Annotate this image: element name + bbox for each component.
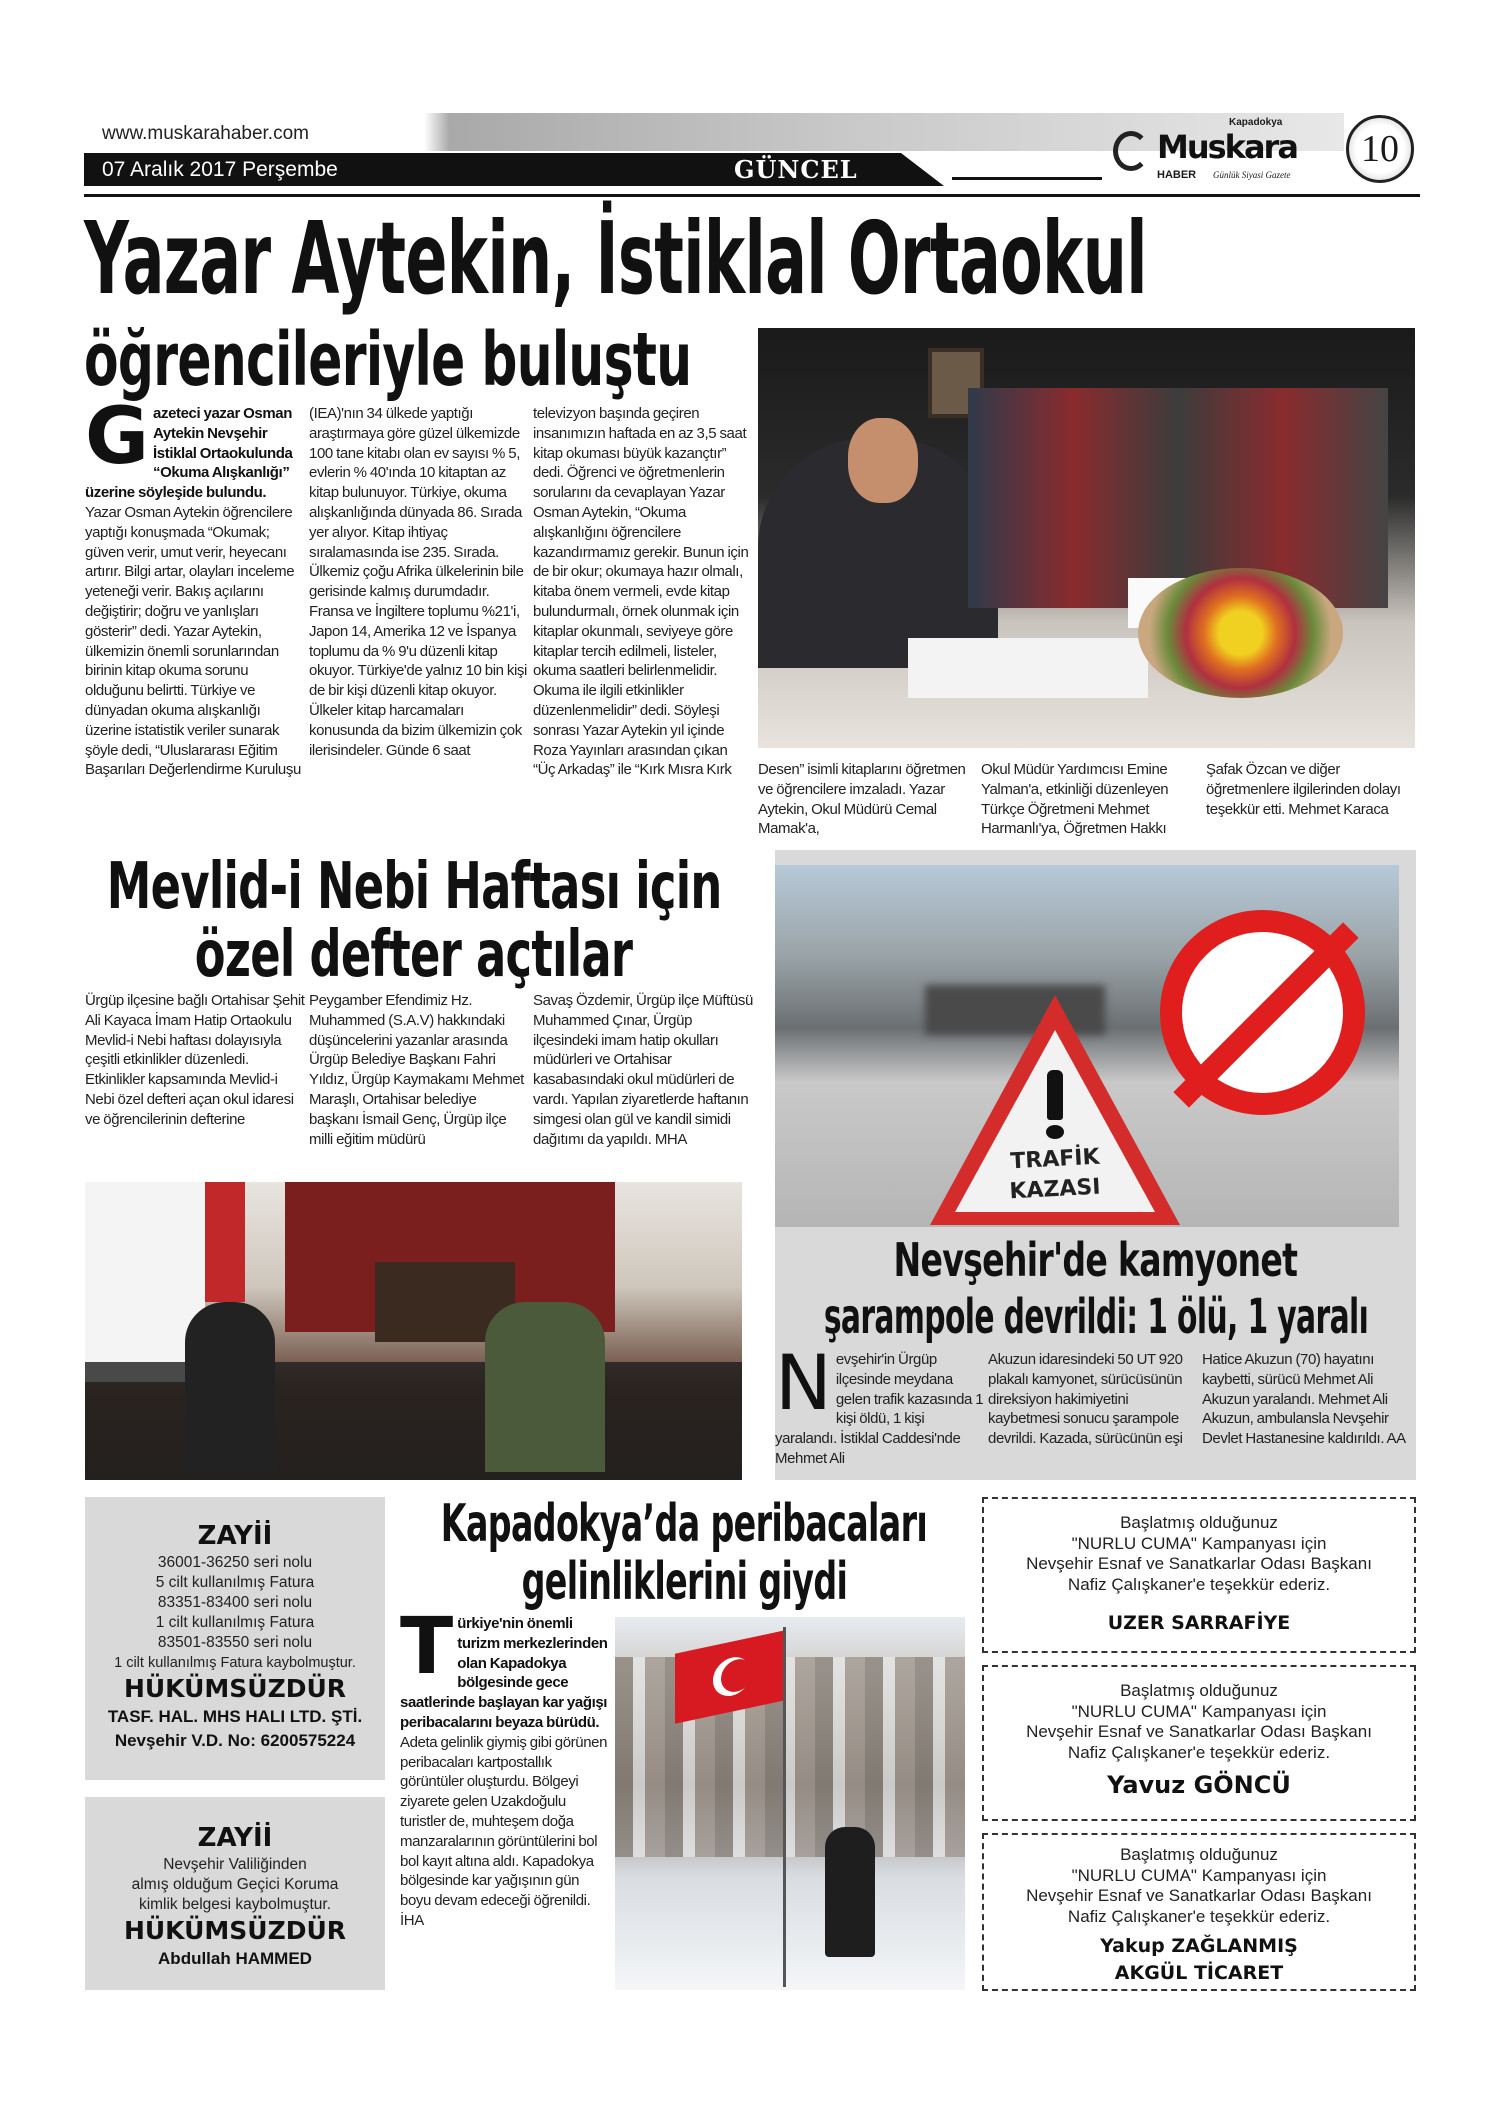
article-lead: ürkiye'nin önemli turizm merkezlerinden olan Kapadokya bölgesinde gece saatlerinde başlayan kar yağışı peribacalarını beyaza bürüdü.	[400, 1615, 608, 1731]
article-column: Akuzun idaresindeki 50 UT 920 plakalı kamyonet, sürücüsünün direksiyon hakimiyetini kaybetmesi sonucu şarampole devrildi. Kazada, sürücünün eşi	[988, 1351, 1183, 1448]
caption-column: Okul Müdür Yardımcısı Emine Yalman'a, etkinliği düzenleyen Türkçe Öğretmeni Mehmet Harmanlı'ya, Öğretmen Hakkı	[981, 761, 1169, 838]
logo: Kapadokya Muskara HABER Günlük Siyasi Gazete	[1109, 117, 1341, 187]
photo-traffic-accident	[775, 865, 1399, 1227]
article-column: Türkiye'nin önemli turizm merkezlerinden olan Kapadokya bölgesinde gece saatlerinde başlayan kar yağışı peribacalarını beyaza bürüdü. Adeta gelinlik giymiş gibi görünen peribacaları kartpostallık görüntüler oluşturdu. Bölgeyi ziyarete gelen Uzakdoğulu turistler de, muhteşem doğa manzaralarının görüntülerini bol bol kayıt altına aldı. Kapadokya bölgesinde kar yağışının gün boyu devam edeceği öğrenildi. İHA	[400, 1602, 608, 1929]
drop-cap: G	[85, 392, 150, 482]
thank-you-ad: Başlatmış olduğunuz "NURLU CUMA" Kampanyası için Nevşehir Esnaf ve Sanatkarlar Odası Başkanı Nafiz Çalışkaner'e teşekkür ederiz. Yakup ZAĞLANMIŞ AKGÜL TİCARET	[982, 1833, 1416, 1991]
headline-line2: şarampole devrildi: 1 ölü, 1 yaralı	[823, 1289, 1368, 1345]
headline-line2: öğrencileriyle buluştu	[84, 317, 692, 403]
article-mevlid-i-nebi	[0, 850, 760, 1490]
article-column: Peygamber Efendimiz Hz. Muhammed (S.A.V) hakkındaki düşüncelerini yazanlar arasında Ürgüp Belediye Başkanı Fahri Yıldız, Ürgüp Kaymakamı Mehmet Maraşlı, Ortahisar belediye başkanı İsmail Genç, Ürgüp ilçe milli eğitim müdürü	[309, 992, 524, 1148]
article-lead: azeteci yazar Osman Aytekin Nevşehir İstiklal Ortaokulunda “Okuma Alışkanlığı” üzerine söyleşide bulundu.	[85, 405, 293, 502]
photo-school-visit	[85, 1182, 742, 1480]
sign-text: TRAFİK	[1009, 1144, 1101, 1175]
photo-snowy-fairy-chimneys	[615, 1617, 965, 1990]
article-yazar-aytekin	[0, 0, 1500, 850]
article-trafik-kazasi	[775, 850, 1416, 1480]
exclamation-icon	[1047, 1070, 1063, 1120]
article-column: Savaş Özdemir, Ürgüp ilçe Müftüsü Muhammed Çınar, Ürgüp ilçesindeki imam hatip okulları müdürleri ve Ortahisar kasabasındaki okul müdürleri de vardı. Yapılan ziyaretlerde haftanın simgesi olan gül ve kandil simidi dağıtımı da yapıldı. MHA	[533, 992, 753, 1148]
drop-cap: N	[775, 1338, 832, 1427]
headline: Yazar Aytekin, İstiklal Ortaokul	[84, 200, 1147, 317]
caption-column: Desen” isimli kitaplarını öğretmen ve öğrencilere imzaladı. Yazar Aytekin, Okul Müdürü Cemal Mamak'a,	[758, 761, 966, 838]
article-kapadokya	[398, 1494, 970, 1997]
section-label: GÜNCEL	[734, 155, 858, 184]
headline: Kapadokya’da peribacaları	[440, 1494, 928, 1554]
drop-cap: T	[400, 1602, 454, 1692]
article-column: Ürgüp ilçesine bağlı Ortahisar Şehit Ali Kayaca İmam Hatip Ortaokulu Mevlid-i Nebi haftası dolayısıyla çeşitli etkinlikler düzenledi. Etkinlikler kapsamında Mevlid-i Nebi özel defteri açan okul idaresi ve öğrencilerinin defterine	[85, 992, 305, 1128]
article-column: Hatice Akuzun (70) hayatını kaybetti, sürücü Mehmet Ali Akuzun yaralandı. Mehmet Ali Akuzun, ambulansla Nevşehir Devlet Hastanesine kaldırıldı. AA	[1202, 1351, 1406, 1448]
caption-column: Şafak Özcan ve diğer öğretmenlere ilgilerinden dolayı teşekkür etti. Mehmet Karaca	[1206, 761, 1401, 818]
article-column: Gazeteci yazar Osman Aytekin Nevşehir İstiklal Ortaokulunda “Okuma Alışkanlığı” üzerine söyleşide bulundu. Yazar Osman Aytekin öğrencilere yaptığı konuşmada “Okumak; güven verir, umut verir, heyecanı artırır. Bilgi artar, olayları inceleme yeteneği verir. Bakış açılarını değiştirir; doğru ve yanlışları gösterir” dedi. Yazar Aytekin, ülkemizin önemli sorunlarından birinin kitap okuma sorunu olduğunu belirtti. Türkiye ve dünyadan okuma alışkanlığı üzerine istatistik veriler sunarak şöyle dedi, “Uluslararası Eğitim Başarıları Değerlendirme Kuruluşu	[85, 392, 301, 779]
article-column: Nevşehir'in Ürgüp ilçesinde meydana gelen trafik kazasında 1 kişi öldü, 1 kişi yaralandı. İstiklal Caddesi'nde Mehmet Ali	[775, 1338, 984, 1467]
headline-line2: özel defter açtılar	[195, 918, 633, 992]
zayii-notice: ZAYİİ Nevşehir Valiliğinden almış olduğum Geçici Koruma kimlik belgesi kaybolmuştur. HÜKÜMSÜZDÜR Abdullah HAMMED	[85, 1797, 385, 1990]
article-column: (IEA)'nın 34 ülkede yaptığı araştırmaya göre güzel ülkemizde 100 tane kitabı olan ev sayısı % 5, evlerin % 40'ında 10 kitaptan az kitap bulunuyor. Türkiye, okuma alışkanlığında dünyada 86. Sırada yer alıyor. Kitap ihtiyaç sıralamasında ise 235. Sırada. Ülkemiz çoğu Afrika ülkelerinin bile gerisinde kalmış durumdadır. Fransa ve İngiltere toplumu %21'i, Japon 14, Amerika 12 ve İspanya toplumu da % 9'u düzenli kitap okuyor. Türkiye'de yalnız 10 bin kişi de bir kişi düzenli kitap okuyor. Ülkeler kitap harcamaları konusunda da bizim ülkemizin çok ilerisindeler. Günde 6 saat	[309, 405, 527, 759]
article-column: televizyon başında geçiren insanımızın haftada en az 3,5 saat kitap okuması büyük kazançtır” dedi. Öğrenci ve öğretmenlerin sorularını da cevaplayan Yazar Osman Aytekin, “Okuma alışkanlığını öğrencilere kazandırmamız gerekir. Bunun için de bir okur; okumaya hazır olmalı, kitaba önem vermeli, evde kitap bulundurmalı, örnek olunmak için kitaplar okunmalı, seviyeye göre kitaplar tercih edilmeli, listeler, okuma saatleri belirlenmelidir. Okuma ile ilgili etkinlikler düzenlenmelidir” dedi. Söyleşi sonrası Yazar Aytekin yıl içinde Roza Yayınları arasından çıkan “Üç Arkadaş” ile “Kırk Mısra Kırk	[533, 405, 749, 779]
page-number: 10	[1346, 115, 1414, 183]
headline: Nevşehir'de kamyonet	[893, 1233, 1298, 1287]
headline-line2: gelinliklerini giydi	[521, 1552, 847, 1612]
sign-text: KAZASI	[1008, 1174, 1102, 1205]
photo-author-signing-books	[758, 328, 1415, 748]
thank-you-ad: Başlatmış olduğunuz "NURLU CUMA" Kampanyası için Nevşehir Esnaf ve Sanatkarlar Odası Başkanı Nafiz Çalışkaner'e teşekkür ederiz. UZER SARRAFİYE	[982, 1497, 1416, 1653]
headline: Mevlid-i Nebi Haftası için	[106, 850, 722, 924]
zayii-notice: ZAYİİ 36001-36250 seri nolu 5 cilt kullanılmış Fatura 83351-83400 seri nolu 1 cilt kullanılmış Fatura 83501-83550 seri nolu 1 cilt kullanılmış Fatura kaybolmuştur. HÜKÜMSÜZDÜR TASF. HAL. MHS HALI LTD. ŞTİ. Nevşehir V.D. No: 6200575224	[85, 1497, 385, 1780]
issue-date: 07 Aralık 2017 Perşembe	[102, 158, 338, 181]
website-url[interactable]: www.muskarahaber.com	[102, 123, 309, 144]
thank-you-ad: Başlatmış olduğunuz "NURLU CUMA" Kampanyası için Nevşehir Esnaf ve Sanatkarlar Odası Başkanı Nafiz Çalışkaner'e teşekkür ederiz. Yavuz GÖNCÜ	[982, 1665, 1416, 1821]
